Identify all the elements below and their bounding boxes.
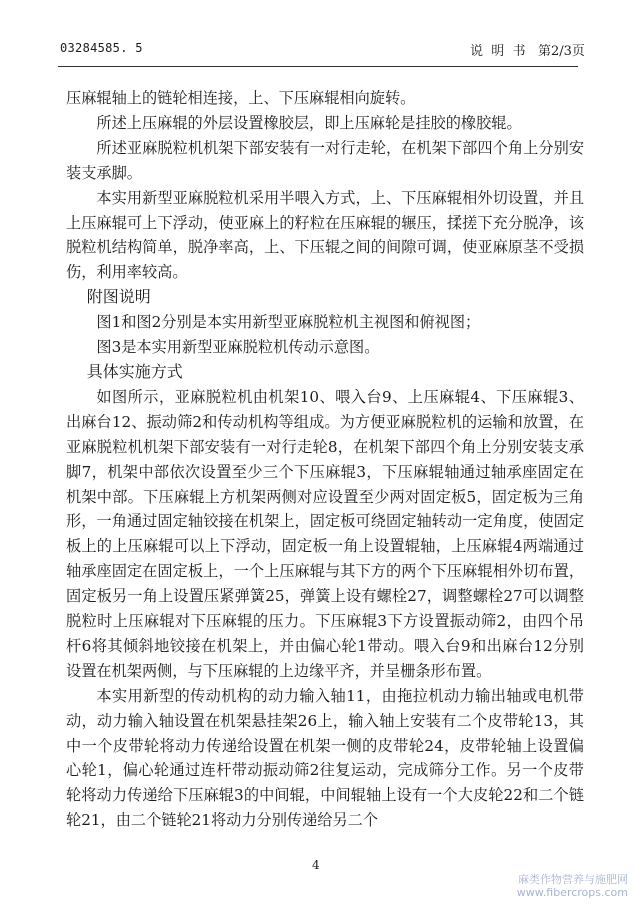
page-indicator: 第2/3页 — [537, 44, 585, 59]
section-heading: 具体实施方式 — [86, 361, 183, 381]
header-title — [470, 40, 585, 59]
paragraph: 本实用新型的传动机构的动力输入轴11，由拖拉机动力输出轴或电机带动，动力输入轴设置在机架悬挂架26上，输入轴上安装有二个皮带轮13，其中一个皮带轮将动力传递给设置在机架一侧的皮带轮24，皮带轮轴上设置偏心轮1，偏心轮通过连杆带动振动筛2往复运动，完成筛分工作。另一个皮带轮将动力传递给下压麻辊3的中间辊，中间辊轴上设有一个大皮轮22和二个链轮21，由二个链轮21将动力分别传递给另二个 — [66, 686, 584, 830]
header-divider — [58, 66, 578, 67]
page-number: 4 — [312, 858, 320, 872]
paragraph: 图3是本实用新型亚麻脱粒机传动示意图。 — [96, 338, 380, 357]
paragraph: 如图所示，亚麻脱粒机由机架10、喂入台9、上压麻辊4、下压麻辊3、出麻台12、振动筛2和传动机构等组成。为方便亚麻脱粒机的运输和放置，在亚麻脱粒机机架下部安装有一对行走轮8，在机架下部四个角上分别安装支承脚7，机架中部依次设置至少三个下压麻辊3，下压麻辊轴通过轴承座固定在机架中部。下压麻辊上方机架两侧对应设置至少两对固定板5，固定板为三角形，一角通过固定轴铰接在机架上，固定板可绕固定轴转动一定角度，使固定板上的上压麻辊可以上下浮动，固定板一角上设置辊轴，上压麻辊4两端通过轴承座固定在固定板上，一个上压麻辊与其下方的两个下压麻辊相外切布置，固定板另一角上设置压紧弹簧25，弹簧上设有螺栓27，调整螺栓27可以调整脱粒时上压麻辊对下压麻辊的压力。下压麻辊3下方设置振动筛2，由四个吊杆6将其倾斜地铰接在机架上，并由偏心轮1带动。喂入台9和出麻台12分别设置在机架两侧，与下压麻辊的上边缘平齐，并呈栅条形布置。 — [66, 387, 584, 680]
paragraph: 所述上压麻辊的外层设置橡胶层，即上压麻轮是挂胶的橡胶辊。 — [96, 113, 522, 132]
doc-type-label: 说 明 书 — [470, 44, 526, 59]
paragraph: 所述亚麻脱粒机机架下部安装有一对行走轮，在机架下部四个角上分别安装支承脚。 — [66, 138, 584, 182]
paragraph: 本实用新型亚麻脱粒机采用半喂入方式，上、下压麻辊相外切设置，并且上压麻辊可上下浮动，使亚麻上的籽粒在压麻辊的辗压，揉搓下充分脱净，该脱粒机结构简单，脱净率高，上、下压辊之间的间隙可调，使亚麻原茎不受损伤，利用率较高。 — [66, 188, 584, 282]
watermark-line-cn: 麻类作物营养与施肥网 — [518, 873, 628, 886]
document-number: 03284585. 5 — [60, 41, 143, 55]
paragraph: 图1和图2分别是本实用新型亚麻脱粒机主视图和俯视图； — [96, 313, 481, 332]
section-heading: 附图说明 — [86, 287, 151, 307]
document-body — [66, 86, 584, 833]
watermark-line-url: www.fibercrops.com — [516, 886, 628, 899]
paragraph: 压麻辊轴上的链轮相连接，上、下压麻辊相向旋转。 — [66, 89, 416, 107]
site-watermark — [517, 873, 628, 899]
